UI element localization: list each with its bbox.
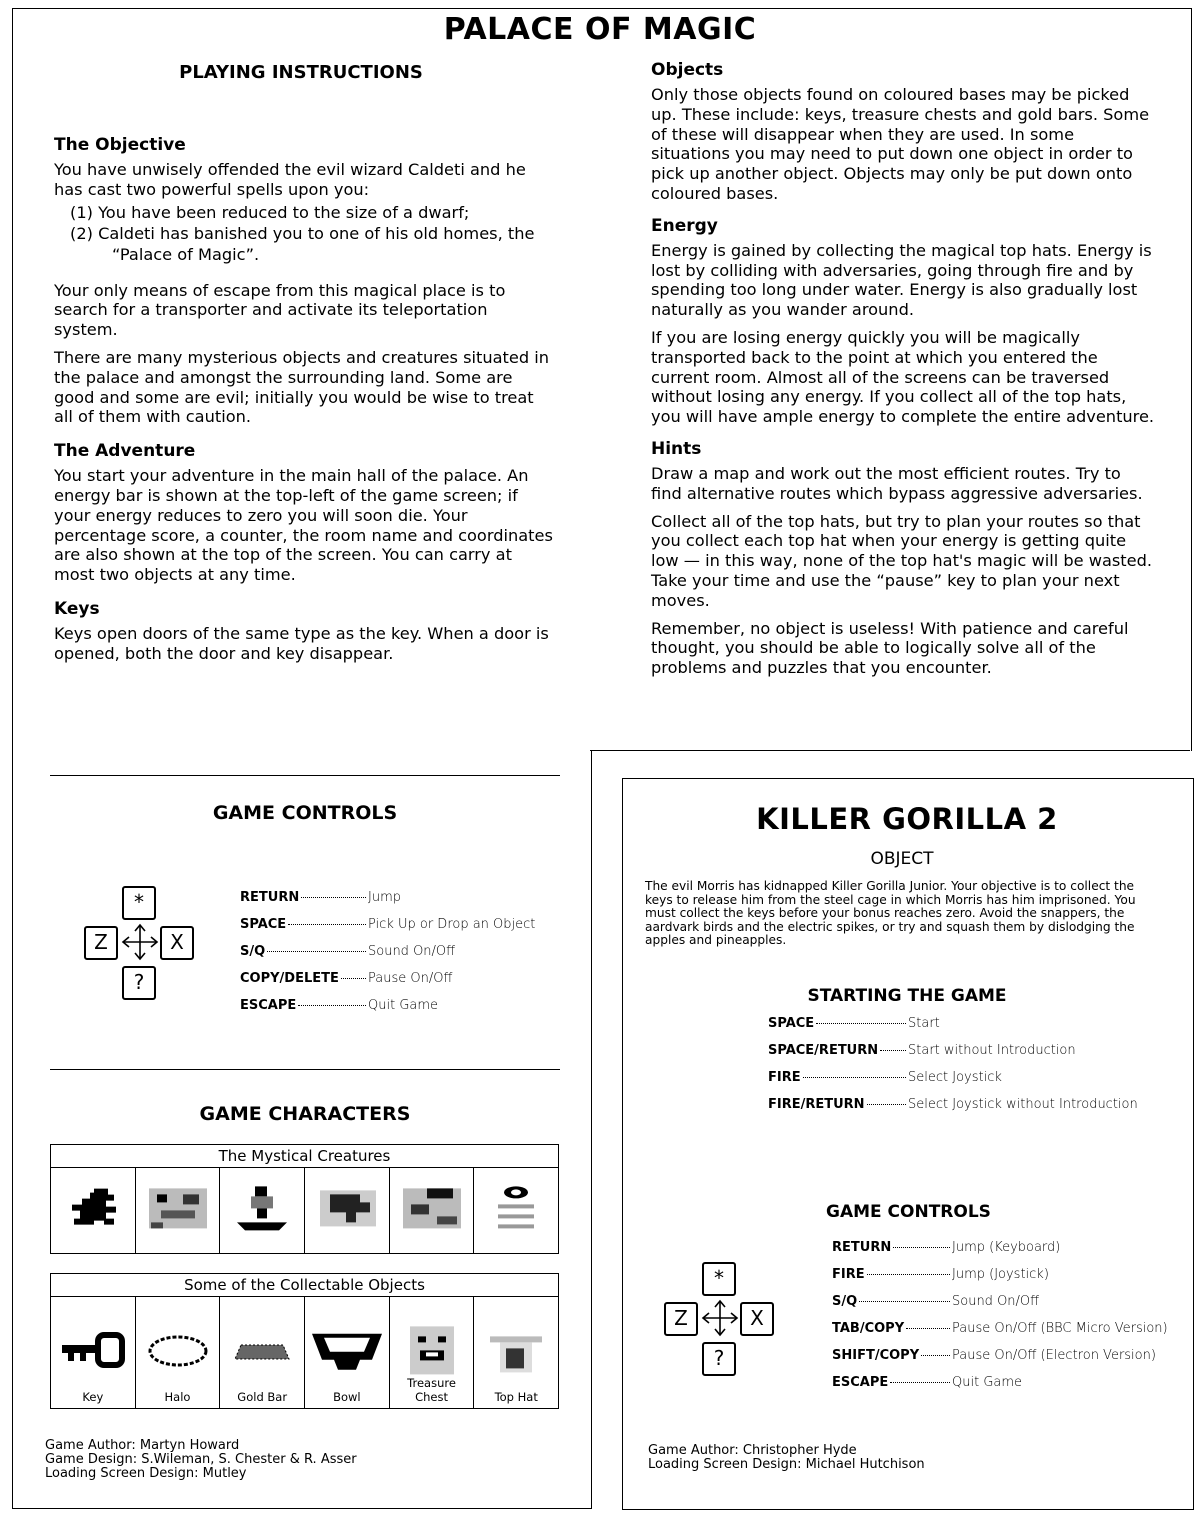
z-key-icon: Z bbox=[664, 1302, 698, 1336]
top-hat-icon bbox=[486, 1324, 546, 1376]
energy-p2: If you are losing energy quickly you will be magically transported back to the point at which you entered the current room. Almost all of the screens can be traversed without losing any energy. If you collect all of the top hats, you will have ample energy to complete the entire adventure. bbox=[651, 327, 1155, 427]
direction-arrows-icon bbox=[700, 1298, 740, 1338]
control-row: FIRE Select Joystick bbox=[768, 1070, 1002, 1085]
object-label: Top Hat bbox=[494, 1390, 538, 1404]
treasure-chest-icon bbox=[402, 1324, 462, 1376]
objective-p3: There are many mysterious objects and creatures situated in the palace and amongst the surrounding land. Some are good and some are evil; initially you would be wise to treat all of them with caution. bbox=[54, 347, 550, 427]
hints-p3: Remember, no object is useless! With patience and careful thought, you should be able to logically solve all of the problems and puzzles that you encounter. bbox=[651, 618, 1129, 678]
kg-title: KILLER GORILLA 2 bbox=[756, 802, 1058, 836]
z-key-icon: Z bbox=[84, 926, 118, 960]
asterisk-key-icon: * bbox=[702, 1262, 736, 1296]
creature-cell bbox=[51, 1168, 136, 1253]
instructions-heading: PLAYING INSTRUCTIONS bbox=[179, 62, 423, 83]
credit-line: Loading Screen Design: Mutley bbox=[45, 1466, 247, 1481]
right-column bbox=[651, 60, 1156, 686]
object-label: Bowl bbox=[333, 1390, 361, 1404]
ghost-creature-icon bbox=[143, 1182, 213, 1234]
bird-creature-icon bbox=[312, 1182, 382, 1234]
object-cell bbox=[390, 1297, 475, 1408]
key-icon bbox=[60, 1331, 126, 1371]
objective-list bbox=[54, 202, 554, 265]
objects-heading: Objects bbox=[651, 60, 724, 80]
control-row: FIRE/RETURN Select Joystick without Introduction bbox=[768, 1097, 1138, 1112]
creatures-caption: The Mystical Creatures bbox=[51, 1145, 558, 1168]
control-row: TAB/COPY Pause On/Off (BBC Micro Version) bbox=[832, 1321, 1168, 1336]
pom-keypad bbox=[84, 886, 200, 998]
creatures-table bbox=[50, 1144, 559, 1254]
adventure-heading: The Adventure bbox=[54, 441, 196, 462]
kg-start-heading: STARTING THE GAME bbox=[807, 986, 1007, 1006]
object-label: Gold Bar bbox=[237, 1390, 288, 1404]
kg-controls-heading: GAME CONTROLS bbox=[826, 1202, 991, 1222]
creature-cell bbox=[474, 1168, 558, 1253]
list-item: (1) You have been reduced to the size of a dwarf; bbox=[70, 202, 470, 222]
creature-cell bbox=[220, 1168, 305, 1253]
control-row: COPY/DELETE Pause On/Off bbox=[240, 971, 453, 986]
control-row: S/Q Sound On/Off bbox=[832, 1294, 1040, 1309]
question-key-icon: ? bbox=[122, 966, 156, 1000]
control-row: RETURN Jump (Keyboard) bbox=[832, 1240, 1061, 1255]
frog-creature-icon bbox=[60, 1184, 126, 1232]
kg-keypad bbox=[664, 1262, 780, 1374]
kg-credits bbox=[648, 1444, 925, 1472]
kg-start-list bbox=[768, 1016, 1148, 1124]
control-row: FIRE Jump (Joystick) bbox=[832, 1267, 1049, 1282]
object-label: Halo bbox=[164, 1390, 191, 1404]
x-key-icon: X bbox=[740, 1302, 774, 1336]
object-cell bbox=[136, 1297, 221, 1408]
control-row: SPACE Start bbox=[768, 1016, 940, 1031]
credit-line: Game Author: Martyn Howard bbox=[45, 1438, 240, 1453]
gold-bar-icon bbox=[229, 1331, 295, 1371]
energy-p1: Energy is gained by collecting the magical top hats. Energy is lost by colliding with adversaries, going through fire and by spending too long under water. Energy is also gradually lost naturally as you wander around. bbox=[651, 240, 1152, 320]
objects-caption: Some of the Collectable Objects bbox=[51, 1274, 558, 1297]
eye-creature-icon bbox=[486, 1182, 546, 1234]
x-key-icon: X bbox=[160, 926, 194, 960]
pom-credits bbox=[45, 1439, 357, 1481]
object-cell bbox=[51, 1297, 136, 1408]
kg-object-text: The evil Morris has kidnapped Killer Gorilla Junior. Your objective is to collect the keys to release him from the steel cage in which Morris has him imprisoned. You must collect the keys before your bonus reaches zero. Avoid the snappers, the aardvark birds and the electric spikes, or try and squash them by dislodging the apples and pineapples. bbox=[645, 879, 1136, 948]
divider bbox=[50, 775, 560, 776]
object-cell bbox=[220, 1297, 305, 1408]
bowl-icon bbox=[310, 1327, 384, 1373]
control-row: SHIFT/COPY Pause On/Off (Electron Version) bbox=[832, 1348, 1156, 1363]
objects-table bbox=[50, 1273, 559, 1409]
credit-line: Game Author: Christopher Hyde bbox=[648, 1443, 857, 1458]
object-label: Treasure Chest bbox=[407, 1376, 456, 1404]
creature-cell bbox=[390, 1168, 475, 1253]
object-cell bbox=[305, 1297, 390, 1408]
objective-intro: You have unwisely offended the evil wizard Caldeti and he has cast two powerful spells upon you: bbox=[54, 160, 526, 199]
creature-cell bbox=[136, 1168, 221, 1253]
control-row: RETURN Jump bbox=[240, 890, 401, 905]
pom-controls-heading: GAME CONTROLS bbox=[212, 802, 398, 824]
control-row: S/Q Sound On/Off bbox=[240, 944, 456, 959]
dragon-creature-icon bbox=[397, 1182, 467, 1234]
creature-cell bbox=[305, 1168, 390, 1253]
asterisk-key-icon: * bbox=[122, 886, 156, 920]
keys-p1: Keys open doors of the same type as the key. When a door is opened, both the door and key disappear. bbox=[54, 623, 549, 663]
hints-heading: Hints bbox=[651, 438, 702, 459]
hints-p2: Collect all of the top hats, but try to plan your routes so that you collect each top hat when your energy is getting quite low — in this way, none of the top hat's magic will be wasted. Take your time and use the “pause” key to plan your next moves. bbox=[651, 511, 1153, 610]
divider bbox=[50, 1069, 560, 1070]
control-row: ESCAPE Quit Game bbox=[832, 1375, 1023, 1390]
question-key-icon: ? bbox=[702, 1342, 736, 1376]
page-title: PALACE OF MAGIC bbox=[443, 12, 757, 47]
adventure-p1: You start your adventure in the main hall of the palace. An energy bar is shown at the top-left of the game screen; if your energy reduces to zero you will soon die. Your percentage score, a counter, the room name and coordinates are also shown at the top of the screen. You can carry at most two objects at any time. bbox=[54, 466, 553, 585]
objects-p1: Only those objects found on coloured bases may be picked up. These include: keys, treasure chests and gold bars. Some of these will disappear when they are used. In some situations you may need to put down one object in order to pick up another object. Objects may only be put down onto coloured bases. bbox=[651, 85, 1150, 203]
wizard-creature-icon bbox=[229, 1182, 295, 1234]
control-row: SPACE Pick Up or Drop an Object bbox=[240, 917, 536, 932]
kg-object-heading: OBJECT bbox=[870, 849, 934, 869]
list-item: (2) Caldeti has banished you to one of his old homes, the “Palace of Magic”. bbox=[70, 223, 535, 264]
direction-arrows-icon bbox=[120, 922, 160, 962]
pom-controls-list bbox=[240, 890, 540, 1025]
object-label: Key bbox=[82, 1390, 104, 1404]
control-row: SPACE/RETURN Start without Introduction bbox=[768, 1043, 1076, 1058]
page-frame-bottom-mid bbox=[590, 750, 1190, 751]
kg-controls-list bbox=[832, 1240, 1174, 1402]
left-column bbox=[54, 62, 554, 672]
energy-heading: Energy bbox=[651, 215, 718, 236]
control-row: ESCAPE Quit Game bbox=[240, 998, 439, 1013]
halo-icon bbox=[145, 1331, 211, 1371]
keys-heading: Keys bbox=[54, 598, 100, 619]
credit-line: Game Design: S.Wileman, S. Chester & R. Asser bbox=[45, 1452, 357, 1467]
hints-p1: Draw a map and work out the most efficient routes. Try to find alternative routes which bypass aggressive adversaries. bbox=[651, 463, 1143, 503]
object-cell bbox=[474, 1297, 558, 1408]
objective-heading: The Objective bbox=[54, 135, 186, 155]
characters-heading: GAME CHARACTERS bbox=[199, 1103, 411, 1125]
objective-p2: Your only means of escape from this magical place is to search for a transporter and activate its teleportation system. bbox=[54, 280, 506, 340]
credit-line: Loading Screen Design: Michael Hutchison bbox=[648, 1457, 925, 1472]
